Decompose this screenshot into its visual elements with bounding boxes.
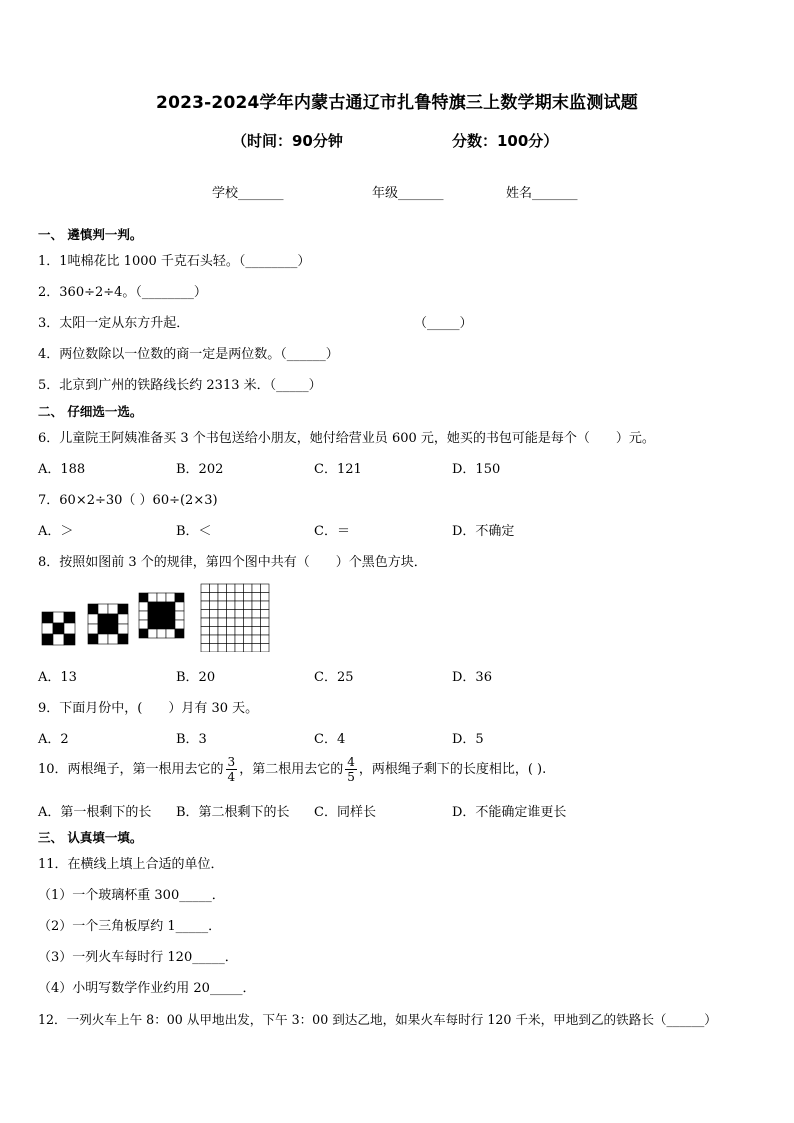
figure-4-cell: [244, 610, 253, 619]
figure-1-cell: [42, 623, 53, 634]
figure-4-cell: [244, 635, 253, 644]
figure-4-cell: [227, 618, 236, 627]
figure-4-cell: [261, 584, 270, 593]
figure-4-cell: [227, 593, 236, 602]
figure-2-cell: [88, 604, 98, 614]
exam-score: 分数：100分）: [452, 132, 559, 150]
figure-4-cell: [218, 610, 227, 619]
page-title: 2023-2024学年内蒙古通辽市扎鲁特旗三上数学期末监测试题: [156, 93, 638, 113]
figure-3-cell: [166, 620, 175, 629]
figure-2-cell: [118, 614, 128, 624]
figure-3-cell: [157, 629, 166, 638]
figure-4-cell: [210, 610, 219, 619]
figure-3-cell: [139, 629, 148, 638]
figure-3-cell: [157, 593, 166, 602]
q8-option-c: C．25: [314, 670, 354, 685]
figure-3-cell: [139, 593, 148, 602]
figure-1-cell: [64, 623, 75, 634]
q10-option-a: A．第一根剩下的长: [38, 805, 152, 820]
question-10: [38, 755, 546, 784]
figure-3-cell: [166, 629, 175, 638]
fraction-2-denominator: 5: [347, 770, 355, 784]
figure-2-cell: [98, 614, 108, 624]
figure-3-cell: [175, 620, 184, 629]
q10-text-c: ，两根绳子剩下的长度相比，( ).: [358, 762, 547, 777]
figure-2-cell: [98, 604, 108, 614]
q9-option-c: C．4: [314, 732, 346, 747]
section-1-heading: 一、 遴慎判一判。: [38, 227, 143, 242]
figure-4-cell: [210, 601, 219, 610]
q6-option-c: C．121: [314, 462, 362, 477]
figure-3-cell: [157, 620, 166, 629]
figure-3-cell: [175, 593, 184, 602]
question-11-1: （1）一个玻璃杯重 300_____．: [38, 888, 225, 903]
figure-3-cell: [148, 620, 157, 629]
figure-1-cell: [53, 634, 64, 645]
figure-3-cell: [139, 602, 148, 611]
figure-1-cell: [53, 612, 64, 623]
figure-4-cell: [201, 635, 210, 644]
figure-4-cell: [261, 593, 270, 602]
figure-4-cell: [252, 644, 261, 653]
figure-3-cell: [148, 611, 157, 620]
figure-4-cell: [244, 601, 253, 610]
q9-option-b: B．3: [176, 732, 207, 747]
figure-1-cell: [64, 634, 75, 645]
figure-3-cell: [157, 611, 166, 620]
figure-1: [42, 612, 75, 645]
q7-option-a: A．＞: [38, 524, 74, 539]
q6-option-b: B．202: [176, 462, 224, 477]
figure-4-cell: [218, 584, 227, 593]
figure-4-cell: [235, 593, 244, 602]
figure-3-cell: [175, 629, 184, 638]
figure-2-cell: [118, 634, 128, 644]
figure-3-cell: [157, 602, 166, 611]
figure-4-cell: [201, 584, 210, 593]
figure-4-cell: [201, 601, 210, 610]
figure-4-cell: [201, 593, 210, 602]
name-field: 姓名_______: [506, 186, 578, 201]
q7-option-c: C．＝: [314, 524, 350, 539]
fraction-4-5: [345, 755, 357, 784]
q10-option-c: C．同样长: [314, 805, 376, 820]
q10-text-b: ，第二根用去它的: [239, 762, 344, 777]
question-7: 7．60×2÷30（ ）60÷(2×3): [38, 493, 218, 508]
q8-option-a: A．13: [38, 670, 77, 685]
q9-option-d: D．5: [452, 732, 484, 747]
figure-4-cell: [252, 601, 261, 610]
figure-4-cell: [227, 627, 236, 636]
figure-4-cell: [244, 627, 253, 636]
figure-2-cell: [98, 634, 108, 644]
figure-4-cell: [252, 635, 261, 644]
figure-4-cell: [235, 610, 244, 619]
figure-4-cell: [227, 610, 236, 619]
q9-option-a: A．2: [38, 732, 69, 747]
figure-2-cell: [88, 624, 98, 634]
figure-1-cell: [64, 612, 75, 623]
figure-4-cell: [261, 618, 270, 627]
figure-2-cell: [88, 634, 98, 644]
figure-4-cell: [252, 610, 261, 619]
figure-3-cell: [139, 620, 148, 629]
figure-3-cell: [139, 611, 148, 620]
question-11: 11．在横线上填上合适的单位．: [38, 857, 224, 872]
figure-3-cell: [166, 593, 175, 602]
figure-2-cell: [108, 624, 118, 634]
figure-4-cell: [252, 627, 261, 636]
figure-4-cell: [261, 644, 270, 653]
figure-4-cell: [235, 601, 244, 610]
figure-4-cell: [201, 644, 210, 653]
figure-4-cell: [235, 618, 244, 627]
question-6: 6．儿童院王阿姨准备买 3 个书包送给小朋友，她付给营业员 600 元，她买的书包可能是每个（ ）元。: [38, 431, 655, 446]
figure-4-cell: [218, 618, 227, 627]
figure-4-cell: [218, 635, 227, 644]
figure-4-cell: [227, 644, 236, 653]
figure-4-cell: [261, 627, 270, 636]
question-5: 5．北京到广州的铁路线长约 2313 米．（_____）: [38, 378, 322, 393]
figure-2-cell: [108, 604, 118, 614]
figure-2-cell: [108, 614, 118, 624]
figure-4-cell: [210, 627, 219, 636]
question-11-3: （3）一列火车每时行 120_____．: [38, 950, 238, 965]
question-4: 4．两位数除以一位数的商一定是两位数。（______）: [38, 347, 339, 362]
figure-4-cell: [210, 593, 219, 602]
figure-4-cell: [235, 644, 244, 653]
q6-option-d: D．150: [452, 462, 501, 477]
figure-4-cell: [261, 601, 270, 610]
q8-option-b: B．20: [176, 670, 216, 685]
figure-3-cell: [148, 629, 157, 638]
figure-1-cell: [53, 623, 64, 634]
question-2: 2．360÷2÷4。（________）: [38, 285, 207, 300]
figure-4-cell: [218, 593, 227, 602]
pattern-figures: [38, 582, 278, 652]
figure-3-cell: [166, 602, 175, 611]
q8-option-d: D．36: [452, 670, 492, 685]
q6-option-a: A．188: [38, 462, 86, 477]
figure-4-cell: [201, 627, 210, 636]
figure-3: [139, 593, 184, 638]
question-9: 9．下面月份中，( ）月有 30 天。: [38, 701, 259, 716]
figure-4-cell: [210, 618, 219, 627]
figure-4-cell: [244, 593, 253, 602]
figure-4-cell: [252, 584, 261, 593]
figure-4-cell: [210, 644, 219, 653]
question-3: 3．太阳一定从东方升起．: [38, 316, 190, 331]
grade-field: 年级_______: [372, 186, 444, 201]
figure-1-cell: [42, 634, 53, 645]
figure-4-cell: [218, 644, 227, 653]
q7-option-d: D．不确定: [452, 524, 515, 539]
exam-time: （时间：90分钟: [232, 132, 343, 150]
q10-option-d: D．不能确定谁更长: [452, 805, 567, 820]
figure-4-cell: [227, 635, 236, 644]
figure-4-cell: [244, 584, 253, 593]
fraction-1-numerator: 3: [227, 755, 236, 769]
question-12: 12．一列火车上午 8：00 从甲地出发，下午 3：00 到达乙地，如果火车每时行 120 千米，甲地到乙的铁路长（______）: [38, 1012, 717, 1027]
figure-4-cell: [210, 584, 219, 593]
figure-4-cell: [227, 601, 236, 610]
figure-4-cell: [201, 618, 210, 627]
figure-3-cell: [148, 602, 157, 611]
figure-2-cell: [108, 634, 118, 644]
figure-3-cell: [148, 593, 157, 602]
figure-4-cell: [235, 584, 244, 593]
section-3-heading: 三、 认真填一填。: [38, 830, 143, 845]
figure-4-cell: [218, 601, 227, 610]
figure-2-cell: [88, 614, 98, 624]
figure-2-cell: [118, 624, 128, 634]
figure-3-cell: [166, 611, 175, 620]
figure-4-cell: [210, 635, 219, 644]
figure-4-cell: [235, 627, 244, 636]
figure-2: [88, 604, 128, 644]
q10-text-a: 10．两根绳子，第一根用去它的: [38, 762, 224, 777]
figure-4-cell: [261, 610, 270, 619]
question-11-2: （2）一个三角板厚约 1_____．: [38, 919, 222, 934]
fraction-3-4: [226, 755, 238, 784]
figure-4-cell: [235, 635, 244, 644]
figure-3-cell: [175, 611, 184, 620]
figure-4-cell: [227, 584, 236, 593]
school-field: 学校_______: [212, 186, 284, 201]
section-2-heading: 二、 仔细选一选。: [38, 404, 143, 419]
figure-1-cell: [42, 612, 53, 623]
figure-4-cell: [244, 644, 253, 653]
question-1: 1．1吨棉花比 1000 千克石头轻。（________）: [38, 254, 311, 269]
figure-4-cell: [261, 635, 270, 644]
question-3-blank: （_____）: [414, 316, 473, 331]
q10-option-b: B．第二根剩下的长: [176, 805, 290, 820]
q7-option-b: B．＜: [176, 524, 212, 539]
figure-4-cell: [244, 618, 253, 627]
figure-4-cell: [252, 618, 261, 627]
figure-3-cell: [175, 602, 184, 611]
figure-4-cell: [252, 593, 261, 602]
fraction-1-denominator: 4: [227, 770, 236, 784]
figure-4-cell: [201, 610, 210, 619]
figure-4-grid: [201, 584, 269, 652]
figure-2-cell: [98, 624, 108, 634]
figure-4-cell: [218, 627, 227, 636]
fraction-2-numerator: 4: [347, 755, 355, 769]
question-8: 8．按照如图前 3 个的规律，第四个图中共有（ ）个黑色方块．: [38, 555, 427, 570]
question-11-4: （4）小明写数学作业约用 20_____．: [38, 981, 256, 996]
figure-2-cell: [118, 604, 128, 614]
